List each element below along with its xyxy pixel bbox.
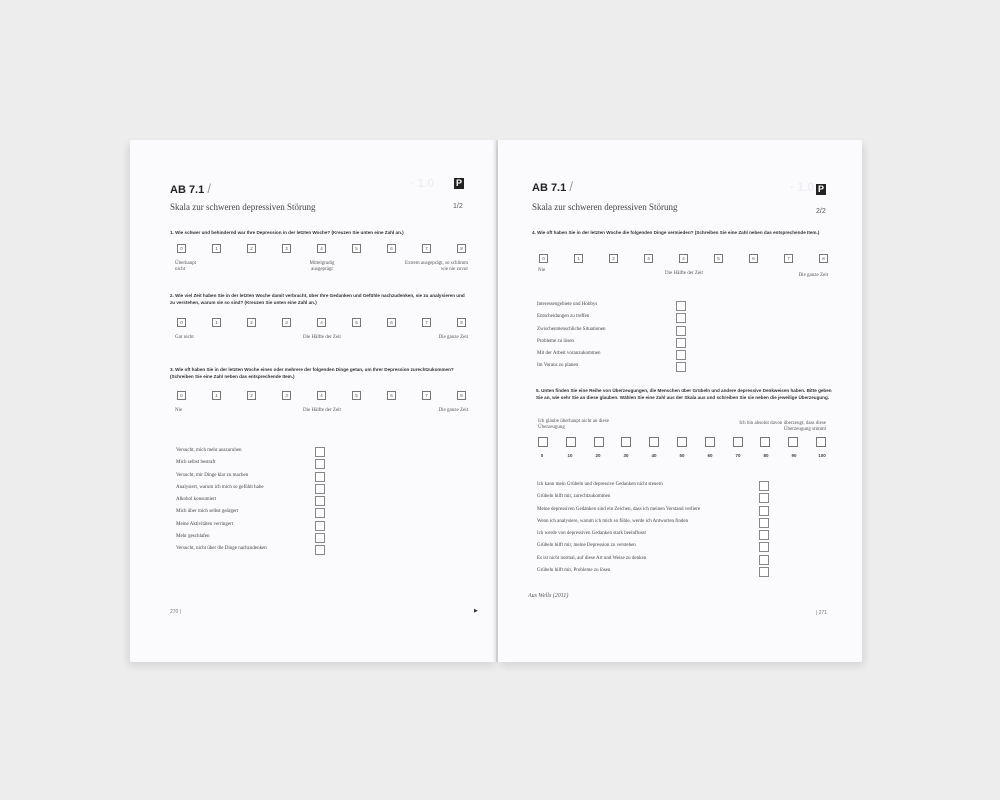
- q2-scale: [177, 318, 466, 327]
- answer-box[interactable]: [315, 521, 325, 531]
- answer-box[interactable]: [759, 542, 769, 552]
- scale-box: [594, 437, 604, 447]
- scale-box: [760, 437, 770, 447]
- scale-box: 5: [352, 391, 361, 400]
- list-item: [176, 506, 326, 518]
- item-label: Versucht, mir Dinge klar zu machen: [176, 472, 249, 478]
- answer-box[interactable]: [676, 326, 686, 336]
- list-item: [176, 470, 326, 482]
- list-item: [176, 543, 326, 555]
- scale-box: 2: [609, 254, 618, 263]
- scale-box: 6: [387, 318, 396, 327]
- scale-number: 40: [651, 453, 657, 458]
- answer-box[interactable]: [676, 313, 686, 323]
- footer-page-number: 270 |: [170, 609, 182, 615]
- scale-box: 4: [317, 244, 326, 253]
- q5-anchor-left: Ich glaube überhaupt nicht an diese Überzeugung: [538, 419, 609, 430]
- ghost-bleed-text: · 1.0: [410, 176, 435, 190]
- list-item: [176, 457, 326, 469]
- scale-box: 3: [282, 391, 291, 400]
- q4-anchor-mid: Die Hälfte der Zeit: [665, 271, 703, 276]
- scale-box: [788, 437, 798, 447]
- scale-box: [649, 437, 659, 447]
- scale-box: 7: [422, 244, 431, 253]
- q1-anchor-mid: Mittelgradig ausgeprägt: [309, 261, 335, 272]
- answer-box[interactable]: [315, 496, 325, 506]
- answer-box[interactable]: [315, 472, 325, 482]
- list-item: [537, 324, 697, 336]
- q2-anchor-mid: Die Hälfte der Zeit: [303, 335, 341, 340]
- scale-box: 1: [212, 244, 221, 253]
- ghost-bleed-text: · 1.0: [790, 180, 815, 194]
- list-item: [537, 565, 817, 577]
- page-number: 2/2: [816, 208, 826, 215]
- scale-box: 8: [457, 391, 466, 400]
- answer-box[interactable]: [315, 545, 325, 555]
- list-item: [537, 504, 817, 516]
- left-page: [130, 140, 496, 662]
- scale-box: 2: [247, 391, 256, 400]
- scale-box: [677, 437, 687, 447]
- scale-box: [538, 437, 548, 447]
- item-label: Mit der Arbeit voranzukommen: [537, 351, 601, 357]
- scale-box: 4: [317, 391, 326, 400]
- item-label: Es ist nicht normal, auf diese Art und Weise zu denken: [537, 555, 647, 561]
- answer-box[interactable]: [315, 533, 325, 543]
- scale-number: 30: [623, 453, 629, 458]
- q1-anchor-right: Extrem ausgeprägt, so schlimm wie nie zuvor: [404, 261, 468, 272]
- list-item: [537, 311, 697, 323]
- item-label: Mich selbst bestraft: [176, 460, 216, 466]
- scale-box: 5: [352, 318, 361, 327]
- item-label: Entscheidungen zu treffen: [537, 314, 590, 320]
- next-arrow-icon: ▶: [474, 608, 478, 614]
- q5-item-list: [537, 479, 817, 577]
- header-slash: /: [569, 179, 573, 194]
- scale-box: 0: [539, 254, 548, 263]
- q1-anchor-left: Überhaupt nicht: [175, 261, 197, 272]
- worksheet-code: AB 7.1: [170, 184, 205, 196]
- q3-scale: [177, 391, 466, 400]
- footer-page-number: | 271: [816, 610, 828, 616]
- answer-box[interactable]: [759, 555, 769, 565]
- scale-number: 10: [567, 453, 573, 458]
- q3-anchor-right: Die ganze Zeit: [438, 408, 468, 413]
- q3-anchor-left: Nie: [175, 408, 183, 413]
- scale-box: 7: [784, 254, 793, 263]
- worksheet-label: [170, 181, 211, 196]
- scale-box: 6: [387, 391, 396, 400]
- scale-box: 1: [212, 391, 221, 400]
- item-label: Meine depressiven Gedanken sind ein Zeichen, dass ich meinen Verstand verliere: [537, 506, 701, 512]
- answer-box[interactable]: [315, 459, 325, 469]
- list-item: [176, 445, 326, 457]
- question-3: 3. Wie oft haben Sie in der letzten Woche eines oder mehrere der folgenden Dinge getan, um Ihrer Depression zurechtzukommen? (Schreiben Sie eine Zahl neben das entsprechende Item.): [170, 367, 454, 379]
- scale-box: 4: [679, 254, 688, 263]
- list-item: [537, 528, 817, 540]
- answer-box[interactable]: [315, 447, 325, 457]
- item-label: Probleme zu lösen: [537, 338, 574, 344]
- question-1: 1. Wie schwer und behindernd war Ihre Depression in der letzten Woche? (Kreuzen Sie unten eine Zahl an.): [170, 230, 404, 235]
- item-label: Ich werde von depressiven Gedanken stark beeinflusst: [537, 531, 646, 537]
- q2-anchor-right: Die ganze Zeit: [438, 335, 468, 340]
- answer-box[interactable]: [676, 350, 686, 360]
- list-item: [537, 299, 697, 311]
- q3-item-list: [176, 445, 326, 556]
- question-4: 4. Wie oft haben Sie in der letzten Woche die folgenden Dinge vermieden? (Schreiben Sie eine Zahl neben das entsprechende Item.): [532, 230, 820, 235]
- scale-box: 4: [317, 318, 326, 327]
- right-page: [498, 140, 862, 662]
- item-label: Interessengebiete und Hobbys: [537, 302, 598, 307]
- scale-box: 2: [247, 244, 256, 253]
- scale-box: 5: [714, 254, 723, 263]
- list-item: [537, 479, 817, 491]
- item-label: Versucht, mich mehr auszuruhen: [176, 448, 242, 453]
- list-item: [176, 494, 326, 506]
- scale-number: 20: [595, 453, 601, 458]
- list-item: [537, 553, 817, 565]
- scale-box: 5: [352, 244, 361, 253]
- item-label: Wenn ich analysiere, warum ich mich so fühle, werde ich Antworten finden: [537, 518, 689, 524]
- scale-number: 60: [707, 453, 713, 458]
- scale-box: 0: [177, 244, 186, 253]
- header-slash: /: [207, 181, 211, 196]
- scale-box: [566, 437, 576, 447]
- q5-scale-numbers: [530, 453, 834, 458]
- scale-box: 2: [247, 318, 256, 327]
- list-item: [537, 516, 817, 528]
- answer-box[interactable]: [759, 518, 769, 528]
- q1-scale: [177, 244, 466, 253]
- scale-box: [733, 437, 743, 447]
- scale-box: 8: [819, 254, 828, 263]
- scale-box: 3: [644, 254, 653, 263]
- scale-number: 90: [791, 453, 797, 458]
- worksheet-code: AB 7.1: [532, 182, 567, 194]
- page-title: Skala zur schweren depressiven Störung: [532, 202, 678, 212]
- scale-box: 7: [422, 318, 431, 327]
- list-item: [537, 360, 697, 372]
- item-label: Im Voraus zu planen: [537, 363, 579, 369]
- scale-number: 50: [679, 453, 685, 458]
- question-5: 5. Unten finden Sie eine Reihe von Überzeugungen, die Menschen über Grübeln und andere depressive Denkweisen haben. Bitte geben Sie an, wie sehr Sie an diese glauben. Wählen Sie eine Zahl aus der Skala aus und schreiben Sie sie neben die jeweilige Überzeugung.: [536, 388, 832, 400]
- item-label: Mich über mich selbst geärgert: [176, 509, 239, 515]
- q2-anchor-left: Gar nicht: [175, 335, 194, 340]
- q4-anchor-right: Die ganze Zeit: [798, 273, 828, 278]
- q4-scale: [539, 254, 828, 263]
- list-item: [537, 336, 697, 348]
- item-label: Grübeln hilft mir, meine Depression zu verstehen: [537, 543, 636, 549]
- scale-box: 6: [387, 244, 396, 253]
- answer-box[interactable]: [759, 506, 769, 516]
- answer-box[interactable]: [676, 338, 686, 348]
- item-label: Mehr geschlafen: [176, 534, 210, 540]
- scale-box: 3: [282, 244, 291, 253]
- scale-box: 8: [457, 244, 466, 253]
- scale-box: 3: [282, 318, 291, 327]
- scale-box: [621, 437, 631, 447]
- worksheet-label: [532, 179, 573, 194]
- p-badge-icon: P: [455, 178, 462, 188]
- scale-box: [816, 437, 826, 447]
- item-label: Grübeln hilft mir, zurechtzukommen: [537, 494, 611, 500]
- answer-box[interactable]: [315, 508, 325, 518]
- list-item: [537, 348, 697, 360]
- scale-box: 1: [212, 318, 221, 327]
- item-label: Zwischenmenschliche Situationen: [537, 326, 606, 332]
- q5-anchor-right: Ich bin absolut davon überzeugt, dass diese Überzeugung stimmt: [739, 421, 826, 432]
- list-item: [537, 540, 817, 552]
- scale-box: 6: [749, 254, 758, 263]
- answer-box[interactable]: [759, 530, 769, 540]
- answer-box[interactable]: [759, 481, 769, 491]
- p-badge-icon: P: [817, 184, 824, 194]
- scale-box: 8: [457, 318, 466, 327]
- answer-box[interactable]: [676, 301, 686, 311]
- q4-anchor-left: Nie: [538, 268, 546, 273]
- scale-box: 0: [177, 391, 186, 400]
- item-label: Analysiert, warum ich mich so gefühlt habe: [176, 484, 264, 490]
- answer-box[interactable]: [759, 567, 769, 577]
- scale-number: 70: [735, 453, 741, 458]
- scale-number: 0: [540, 453, 544, 458]
- scale-box: 7: [422, 391, 431, 400]
- scale-box: [705, 437, 715, 447]
- item-label: Ich kann mein Grübeln und depressive Gedanken nicht steuern: [537, 482, 663, 487]
- item-label: Meine Aktivitäten verringert: [176, 521, 234, 527]
- scale-number: 100: [818, 453, 826, 458]
- question-2: 2. Wie viel Zeit haben Sie in der letzten Woche damit verbracht, über Ihre Gedanken und Gefühle nachzudenken, sie zu analysieren und zu verstehen, warum sie so sind? (Kreuzen Sie unten eine Zahl an.): [170, 293, 465, 305]
- list-item: [176, 519, 326, 531]
- source-citation: Aus Wells (2011): [528, 593, 569, 599]
- answer-box[interactable]: [759, 493, 769, 503]
- item-label: Versucht, nicht über die Dinge nachzudenken: [176, 546, 267, 552]
- q3-anchor-mid: Die Hälfte der Zeit: [303, 408, 341, 413]
- page-number: 1/2: [453, 203, 463, 210]
- scale-number: 80: [763, 453, 769, 458]
- scale-box: 0: [177, 318, 186, 327]
- page-title: Skala zur schweren depressiven Störung: [170, 202, 316, 212]
- item-label: Grübeln hilft mir, Probleme zu lösen: [537, 568, 611, 574]
- list-item: [176, 531, 326, 543]
- list-item: [176, 482, 326, 494]
- answer-box[interactable]: [315, 484, 325, 494]
- answer-box[interactable]: [676, 362, 686, 372]
- item-label: Alkohol konsumiert: [176, 497, 217, 503]
- q4-item-list: [537, 299, 697, 373]
- list-item: [537, 491, 817, 503]
- q5-scale-boxes: [538, 437, 826, 447]
- scale-box: 1: [574, 254, 583, 263]
